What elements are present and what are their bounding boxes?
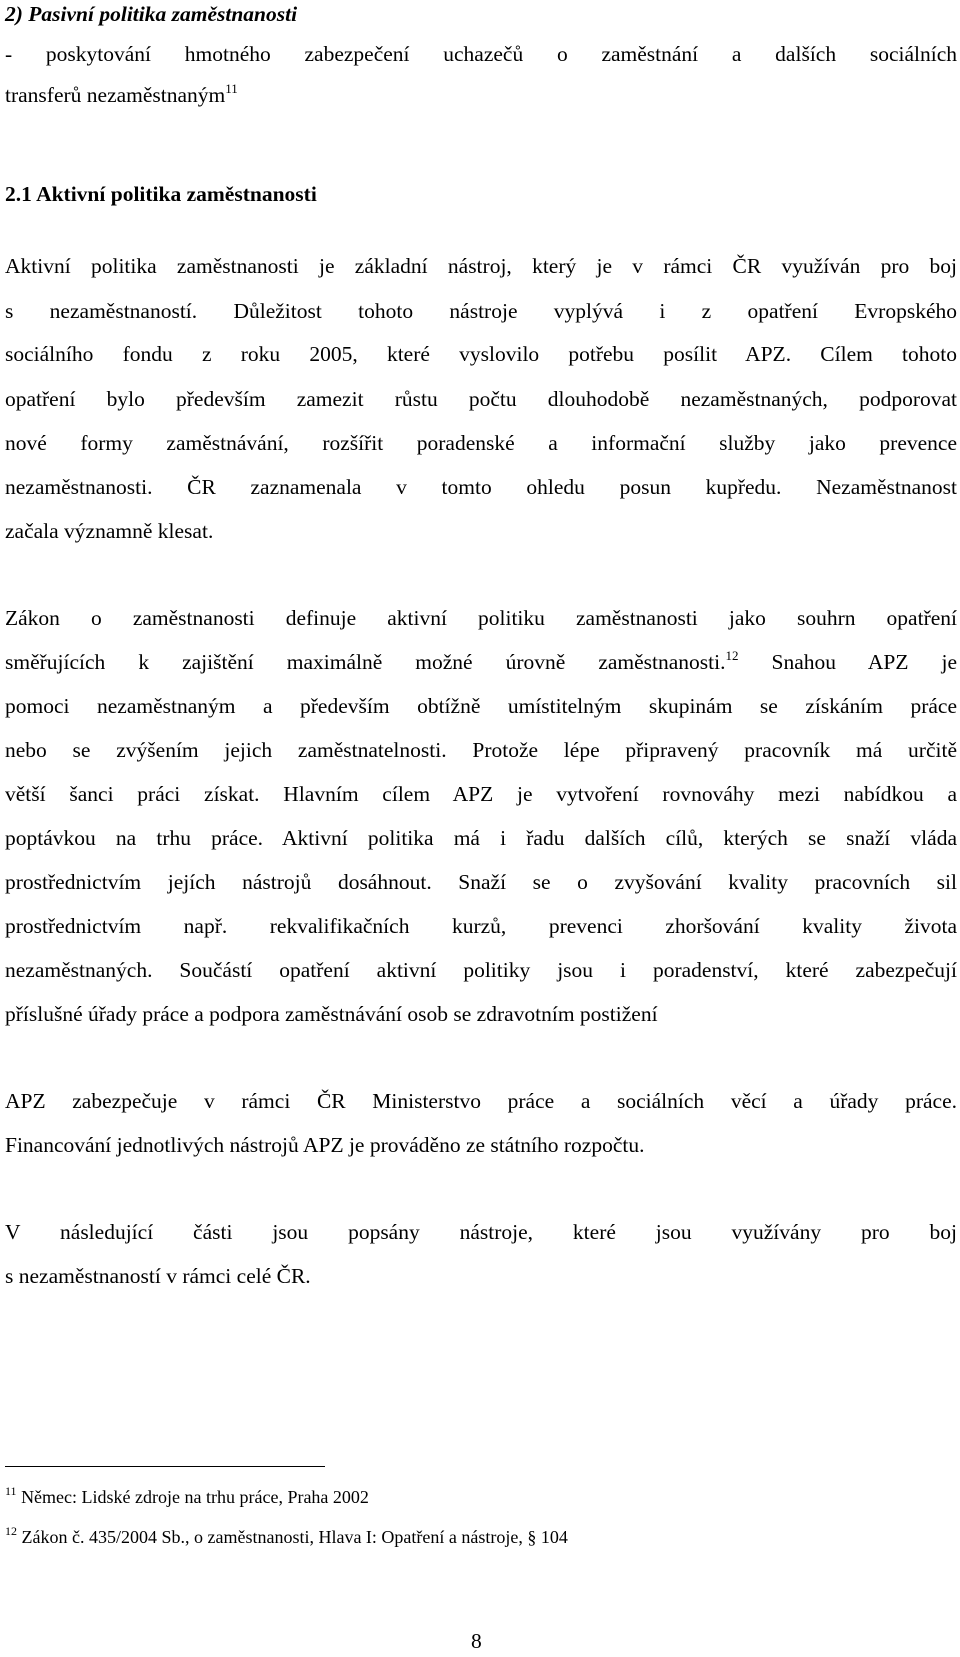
footnote-number: 12 — [5, 1524, 17, 1538]
paragraph-line: opatření bylo především zamezit růstu počtu dlouhodobě nezaměstnaných, podporovat — [5, 387, 957, 411]
paragraph-line — [5, 81, 238, 109]
paragraph-line: nebo se zvýšením jejich zaměstnatelnosti. Protože lépe připravený pracovník má určitě — [5, 738, 957, 762]
footnote-text: Němec: Lidské zdroje na trhu práce, Praha 2002 — [16, 1487, 369, 1507]
line-text: Snahou APZ je — [738, 650, 957, 674]
paragraph-line: prostřednictvím např. rekvalifikačních kurzů, prevenci zhoršování kvality života — [5, 914, 957, 938]
footnote-text: Zákon č. 435/2004 Sb., o zaměstnanosti, Hlava I: Opatření a nástroje, § 104 — [17, 1527, 568, 1547]
footnote-number: 11 — [5, 1484, 17, 1498]
paragraph-line: pomoci nezaměstnaným a především obtížně umístitelným skupinám se získáním práce — [5, 694, 957, 718]
paragraph-line: nové formy zaměstnávání, rozšířit poradenské a informační služby jako prevence — [5, 431, 957, 455]
paragraph-line — [5, 648, 957, 676]
paragraph-line: sociálního fondu z roku 2005, které vyslovilo potřebu posílit APZ. Cílem tohoto — [5, 342, 957, 366]
paragraph-line: začala významně klesat. — [5, 519, 214, 543]
paragraph-line: APZ zabezpečuje v rámci ČR Ministerstvo práce a sociálních věcí a úřady práce. — [5, 1089, 957, 1113]
paragraph-line: - poskytování hmotného zabezpečení uchazečů o zaměstnání a dalších sociálních — [5, 42, 957, 66]
paragraph-line: s nezaměstnaností. Důležitost tohoto nástroje vyplývá i z opatření Evropského — [5, 299, 957, 323]
paragraph-line: Aktivní politika zaměstnanosti je základní nástroj, který je v rámci ČR využíván pro boj — [5, 254, 957, 278]
paragraph-line: příslušné úřady práce a podpora zaměstnávání osob se zdravotním postižení — [5, 1002, 658, 1026]
footnote — [5, 1526, 568, 1548]
paragraph-line: Financování jednotlivých nástrojů APZ je prováděno ze státního rozpočtu. — [5, 1133, 645, 1157]
footnote-ref: 11 — [225, 81, 238, 96]
paragraph-line: Zákon o zaměstnanosti definuje aktivní politiku zaměstnanosti jako souhrn opatření — [5, 606, 957, 630]
line-text: směřujících k zajištění maximálně možné úrovně zaměstnanosti. — [5, 650, 726, 674]
footnote-ref: 12 — [725, 648, 739, 663]
paragraph-line: poptávkou na trhu práce. Aktivní politika má i řadu dalších cílů, kterých se snaží vláda — [5, 826, 957, 850]
page-number: 8 — [471, 1629, 482, 1653]
paragraph-line: s nezaměstnaností v rámci celé ČR. — [5, 1264, 311, 1288]
footnote-separator — [5, 1466, 325, 1467]
line-text: transferů nezaměstnaným — [5, 83, 226, 107]
section-title-passive: 2) Pasivní politika zaměstnanosti — [5, 2, 298, 26]
paragraph-line: nezaměstnanosti. ČR zaznamenala v tomto ohledu posun kupředu. Nezaměstnanost — [5, 475, 957, 499]
paragraph-line: V následující části jsou popsány nástroje, které jsou využívány pro boj — [5, 1220, 957, 1244]
footnote — [5, 1486, 369, 1508]
paragraph-line: nezaměstnaných. Součástí opatření aktivní politiky jsou i poradenství, které zabezpečují — [5, 958, 957, 982]
section-title-active: 2.1 Aktivní politika zaměstnanosti — [5, 182, 317, 206]
paragraph-line: větší šanci práci získat. Hlavním cílem APZ je vytvoření rovnováhy mezi nabídkou a — [5, 782, 957, 806]
paragraph-line: prostřednictvím jejích nástrojů dosáhnout. Snaží se o zvyšování kvality pracovních sil — [5, 870, 957, 894]
